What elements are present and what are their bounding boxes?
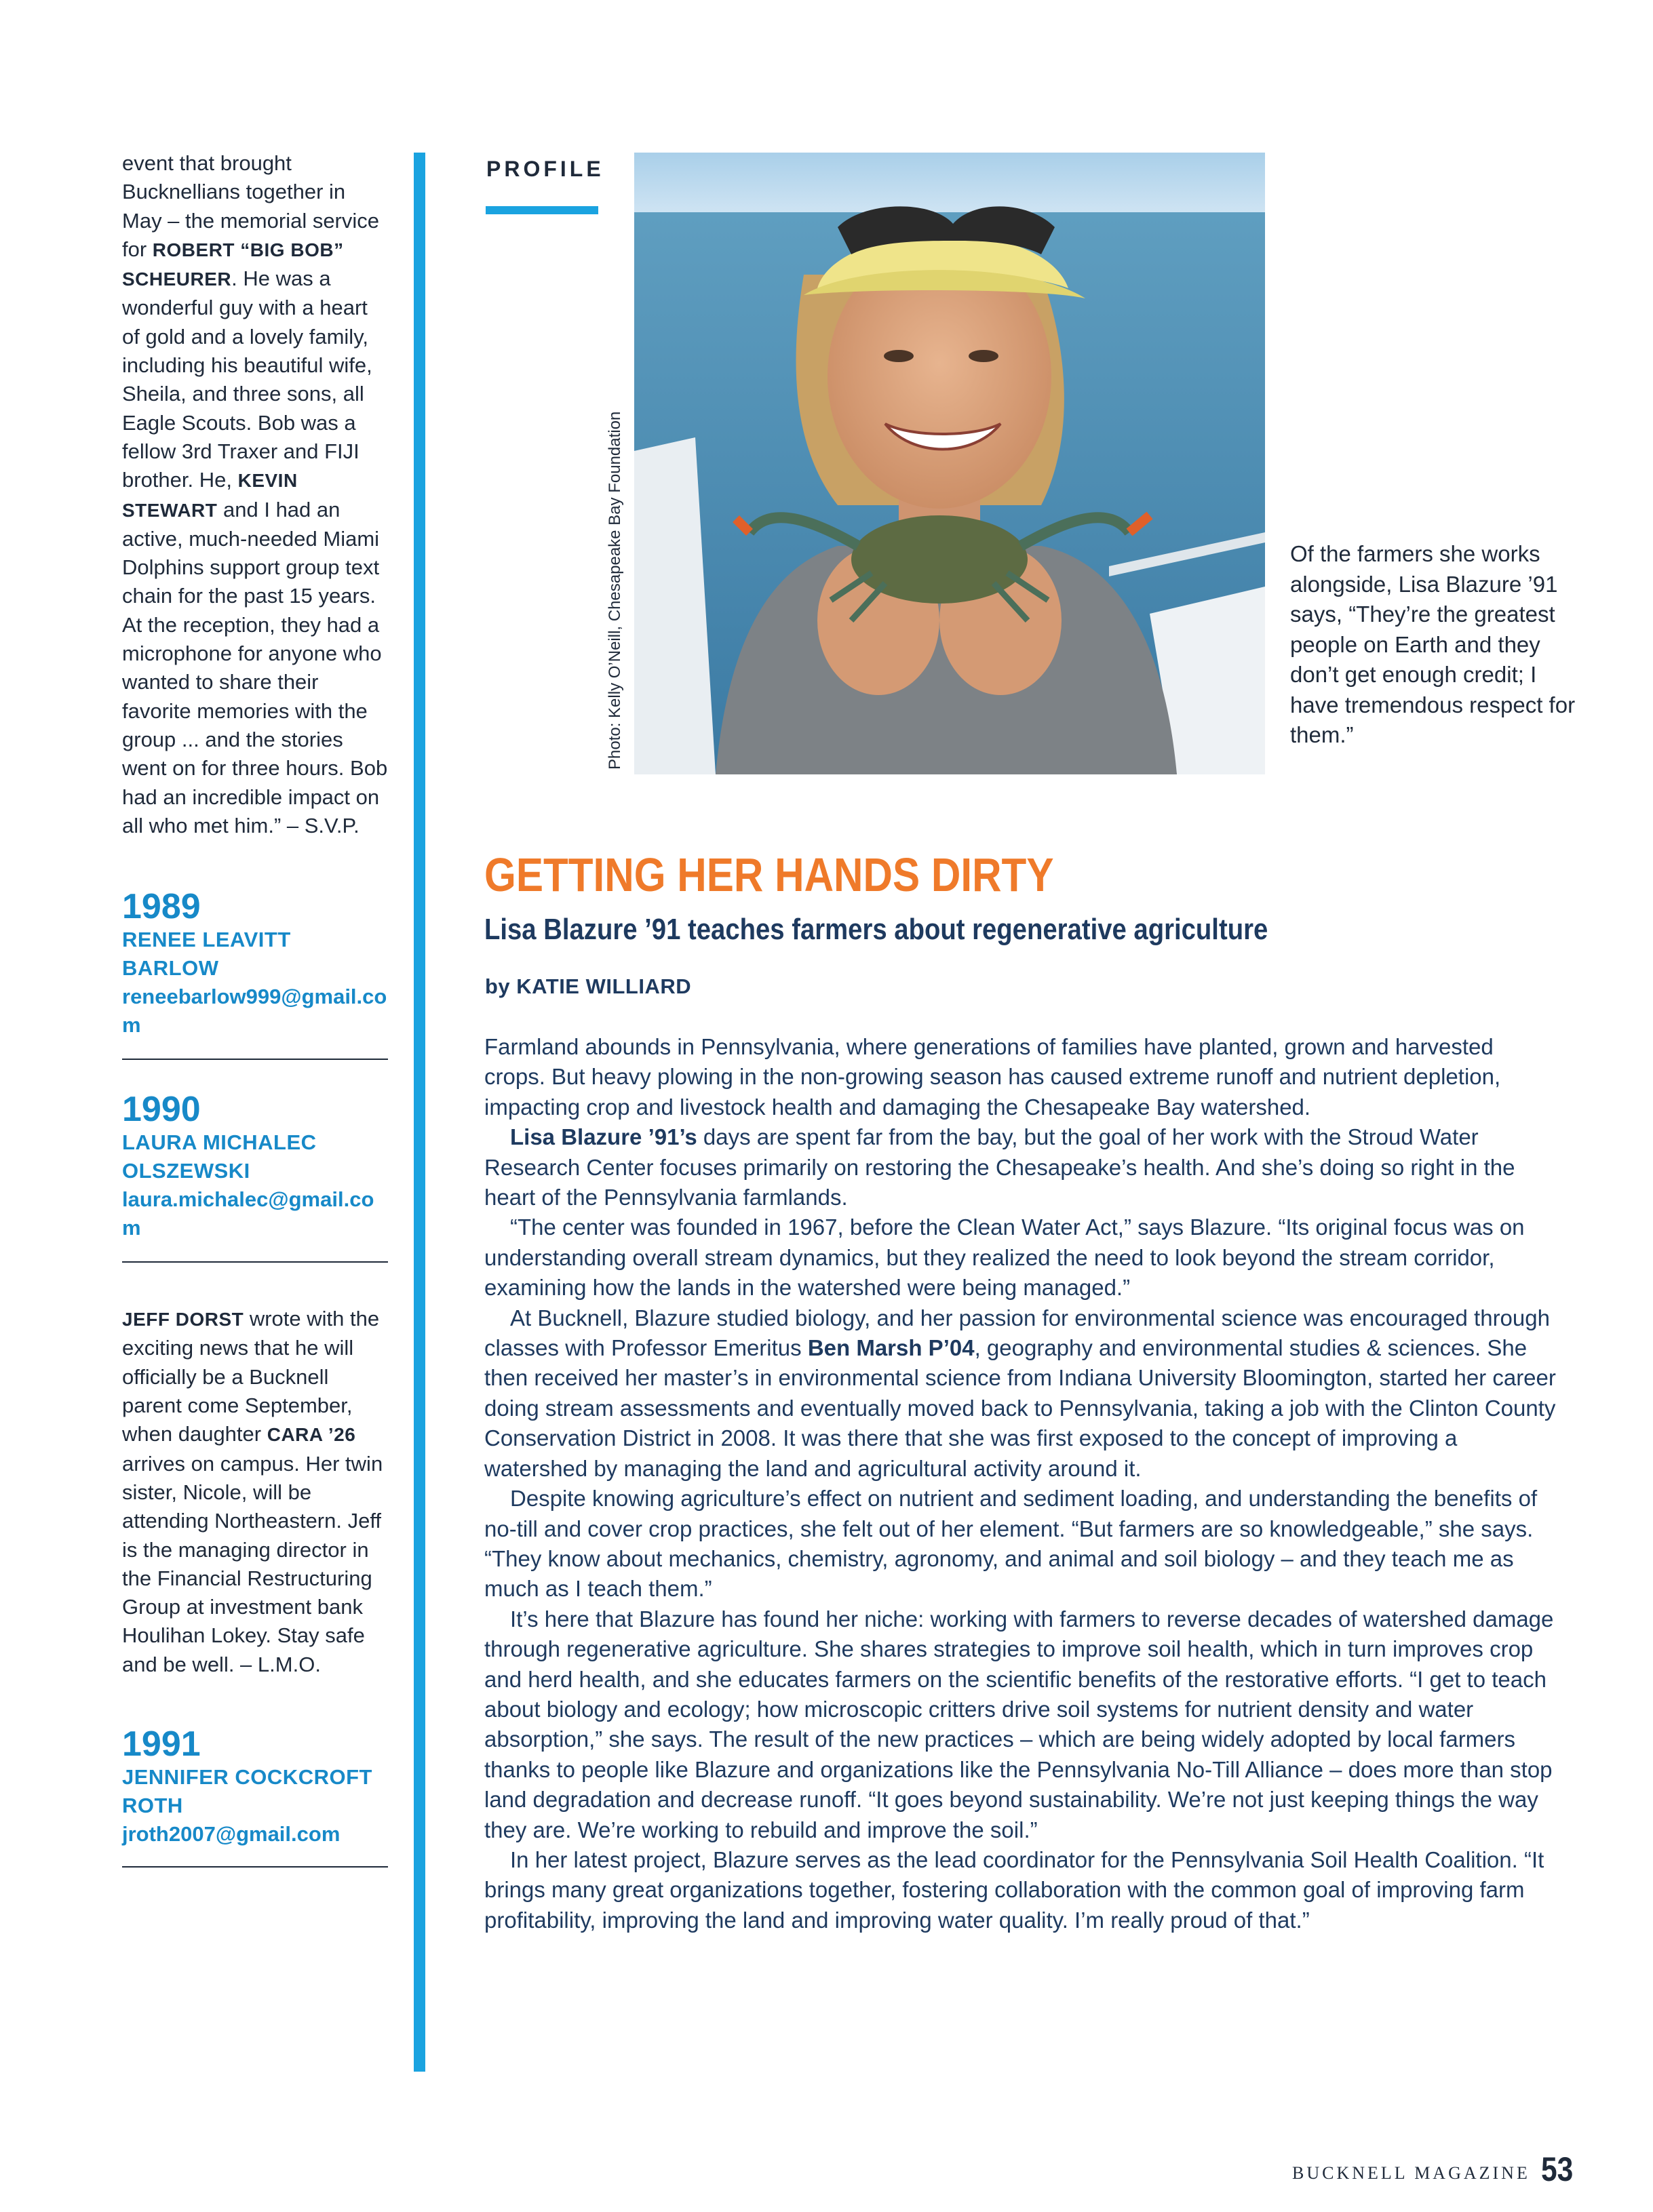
class-secretary-name: RENEE LEAVITT BARLOW xyxy=(122,928,291,981)
profile-photo xyxy=(634,153,1265,774)
body-paragraph xyxy=(484,1212,1559,1303)
text-run: wrote with the exciting news that he will officially be a Bucknell parent come September, when daughter xyxy=(122,1307,380,1446)
bold-name: KEVIN STEWART xyxy=(122,470,298,521)
article-body xyxy=(484,1032,1559,1935)
divider xyxy=(122,1261,388,1263)
text-run: Farmland abounds in Pennsylvania, where generations of families have planted, grown and harvested crops. But heavy plowing in the non-growing season has caused extreme runoff and nutrient depletion, impacting crop and livestock health and damaging the Chesapeake Bay watershed. xyxy=(484,1034,1501,1120)
text-run: Despite knowing agriculture’s effect on nutrient and sediment loading, and understanding the benefits of no-till and cover crop practices, she felt out of her element. “But farmers are so knowledgeable,” she says. “They know about mechanics, chemistry, agronomy, and animal and soil biology – and they teach me as much as I teach them.” xyxy=(484,1486,1538,1602)
bold-name: Ben Marsh P’04 xyxy=(807,1335,975,1361)
pull-quote: Of the farmers she works alongside, Lisa Blazure ’91 says, “They’re the greatest people on Earth and they don’t get enough credit; I have tremendous respect for them.” xyxy=(1290,541,1576,747)
section-label: PROFILE xyxy=(486,157,604,181)
bold-name: ROBERT “BIG BOB” SCHEURER xyxy=(122,239,344,290)
section-label-underline xyxy=(486,206,598,214)
article-subhead: Lisa Blazure ’91 teaches farmers about regenerative agriculture xyxy=(484,913,1268,946)
body-paragraph xyxy=(484,1845,1559,1935)
body-paragraph xyxy=(484,1122,1559,1212)
magazine-name: BUCKNELL MAGAZINE xyxy=(1292,2163,1530,2183)
text-run: arrives on campus. Her twin sister, Nicole, will be attending Northeastern. Jeff is the managing director in the Financial Restructuring Group at investment bank Houlihan Lokey. Stay safe and be well. – L.M.O. xyxy=(122,1451,383,1676)
text-run: and I had an active, much-needed Miami Dolphins support group text chain for the past 15 years. At the reception, they had a microphone for anyone who wanted to share their favorite memories with the group ... and the stories went on for three hours. Bob had an incredible impact on all who met him.” – S.V.P. xyxy=(122,497,388,837)
body-paragraph xyxy=(484,1484,1559,1604)
class-1991-block xyxy=(122,1725,388,1849)
text-run: It’s here that Blazure has found her niche: working with farmers to reverse decades of watershed damage through regenerative agriculture. She shares strategies to improve soil health, which in turn improves crop and herd health, and she educates farmers on the scientific benefits of the restorative efforts. “I get to teach about biology and ecology; how microscopic critters drive soil systems for nutrient density and water absorption,” she says. The result of the new practices – which are being widely adopted by local farmers thanks to people like Blazure and organizations like the Pennsylvania No-Till Alliance – does more than stop land degradation and decrease runoff. “It goes beyond sustainability. We’re not just keeping things the way they are. We’re working to rebuild and improve the soil.” xyxy=(484,1606,1554,1842)
class-notes-column xyxy=(122,149,388,1868)
text-run: “The center was founded in 1967, before the Clean Water Act,” says Blazure. “Its original focus was on understanding overall stream dynamics, but they realized the need to look beyond the stream corridor, examining how the lands in the watershed were being managed.” xyxy=(484,1214,1525,1301)
bold-name: Lisa Blazure ’91’s xyxy=(510,1124,697,1150)
class-secretary-name: LAURA MICHALEC OLSZEWSKI xyxy=(122,1130,317,1183)
page-number: 53 xyxy=(1541,2150,1574,2188)
text-run: In her latest project, Blazure serves as the lead coordinator for the Pennsylvania Soil Health Coalition. “It brings many great organizations together, fostering collaboration with the common goal of improving farm profitability, improving the land and improving water quality. I’m really proud of that.” xyxy=(484,1846,1544,1933)
class-year: 1989 xyxy=(122,887,201,927)
column-divider-bar xyxy=(414,153,425,2072)
body-paragraph xyxy=(484,1032,1559,1122)
text-run: . He was a wonderful guy with a heart of gold and a lovely family, including his beautiful wife, Sheila, and three sons, all Eagle Scouts. Bob was a fellow 3rd Traxer and FIJI brother. He, xyxy=(122,266,372,492)
class-year: 1990 xyxy=(122,1090,201,1130)
body-paragraph xyxy=(484,1303,1559,1484)
class-1989-block xyxy=(122,888,388,1040)
class-secretary-email[interactable]: jroth2007@gmail.com xyxy=(122,1821,341,1846)
text-run: At Bucknell, Blazure studied biology, and her passion for environmental science was encouraged through classes with Professor Emeritus xyxy=(484,1305,1550,1361)
article-byline: by KATIE WILLIARD xyxy=(485,974,692,998)
text-run: days are spent far from the bay, but the goal of her work with the Stroud Water Research Center focuses primarily on restoring the Chesapeake’s health. And she’s doing so right in the heart of the Pennsylvania farmlands. xyxy=(484,1124,1515,1210)
bold-name: CARA ’26 xyxy=(267,1424,356,1446)
class-secretary-name: JENNIFER COCKCROFT ROTH xyxy=(122,1764,372,1817)
article-headline: GETTING HER HANDS DIRTY xyxy=(484,848,1054,901)
class-1990-block xyxy=(122,1090,388,1242)
bold-name: JEFF DORST xyxy=(122,1309,244,1330)
text-run: , geography and environmental studies & sciences. She then received her master’s in environmental science from Indiana University Bloomington, started her career doing stream assessments and eventually moved back to Pennsylvania, taking a job with the Clinton County Conservation District in 2008. It was there that she was first exposed to the concept of improving a watershed by managing the land and agricultural activity around it. xyxy=(484,1335,1556,1481)
text-run: event that brought Bucknellians together in May – the memorial service for xyxy=(122,151,380,261)
class-note-intro xyxy=(122,149,388,840)
photo-credit: Photo: Kelly O’Neill, Chesapeake Bay Foundation xyxy=(606,411,624,770)
class-secretary-email[interactable]: laura.michalec@gmail.com xyxy=(122,1187,374,1240)
class-year: 1991 xyxy=(122,1724,201,1764)
divider xyxy=(122,1059,388,1060)
class-note-dorst xyxy=(122,1305,388,1679)
body-paragraph xyxy=(484,1604,1559,1845)
divider xyxy=(122,1866,388,1868)
class-secretary-email[interactable]: reneebarlow999@gmail.com xyxy=(122,985,387,1038)
